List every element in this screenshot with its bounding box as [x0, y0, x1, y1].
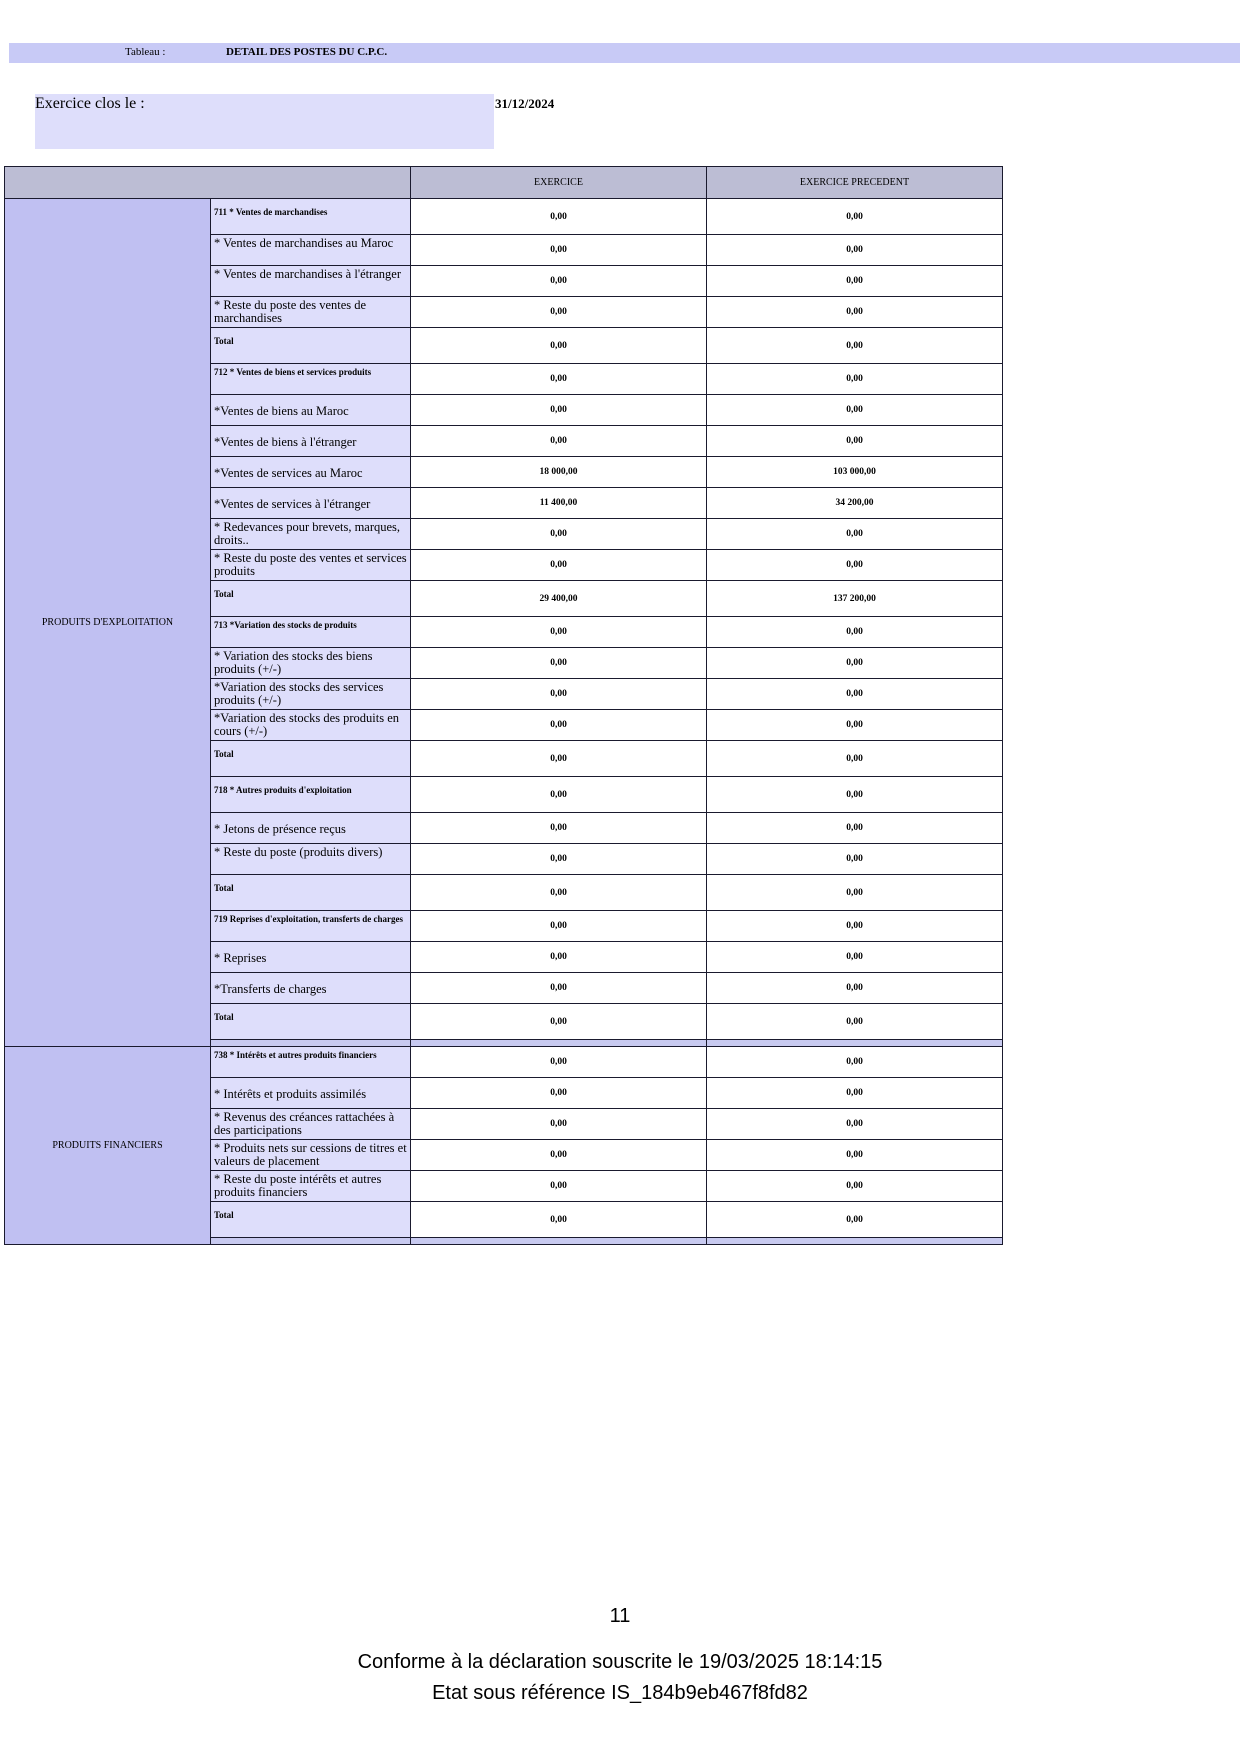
row-label: * Reste du poste des ventes de marchandises: [211, 297, 411, 328]
page-number: 11: [609, 1605, 631, 1627]
row-label: *Transferts de charges: [211, 973, 411, 1004]
value-exercice: 0,00: [411, 875, 707, 911]
value-exercice-precedent: 0,00: [707, 911, 1003, 942]
value-exercice-precedent: 0,00: [707, 777, 1003, 813]
value-exercice: 0,00: [411, 1171, 707, 1202]
value-exercice-precedent: 0,00: [707, 1140, 1003, 1171]
value-exercice: 0,00: [411, 426, 707, 457]
value-exercice-precedent: 0,00: [707, 617, 1003, 648]
value-exercice: 0,00: [411, 1109, 707, 1140]
value-exercice: 0,00: [411, 741, 707, 777]
value-exercice: 0,00: [411, 777, 707, 813]
row-label: 713 *Variation des stocks de produits: [211, 617, 411, 648]
exercice-label: Exercice clos le :: [35, 95, 145, 112]
value-exercice-precedent: 0,00: [707, 679, 1003, 710]
value-exercice: 0,00: [411, 1004, 707, 1040]
spacer-cell: [211, 1040, 411, 1047]
column-header-exercice-precedent: EXERCICE PRECEDENT: [707, 167, 1003, 199]
row-label: Total: [211, 1004, 411, 1040]
value-exercice-precedent: 0,00: [707, 328, 1003, 364]
row-label: Total: [211, 875, 411, 911]
row-label: * Ventes de marchandises à l'étranger: [211, 266, 411, 297]
row-label: * Intérêts et produits assimilés: [211, 1078, 411, 1109]
value-exercice: 0,00: [411, 942, 707, 973]
row-label: * Redevances pour brevets, marques, droits..: [211, 519, 411, 550]
row-label: * Produits nets sur cessions de titres et valeurs de placement: [211, 1140, 411, 1171]
spacer-cell: [211, 1238, 411, 1245]
row-label: *Ventes de biens à l'étranger: [211, 426, 411, 457]
value-exercice-precedent: 0,00: [707, 648, 1003, 679]
value-exercice-precedent: 0,00: [707, 1047, 1003, 1078]
value-exercice: 0,00: [411, 266, 707, 297]
spacer-cell: [411, 1238, 707, 1245]
value-exercice: 0,00: [411, 235, 707, 266]
row-label: 711 * Ventes de marchandises: [211, 199, 411, 235]
value-exercice-precedent: 0,00: [707, 1078, 1003, 1109]
value-exercice: 0,00: [411, 364, 707, 395]
value-exercice: 0,00: [411, 199, 707, 235]
value-exercice-precedent: 34 200,00: [707, 488, 1003, 519]
value-exercice: 0,00: [411, 710, 707, 741]
value-exercice-precedent: 0,00: [707, 741, 1003, 777]
exercice-date: 31/12/2024: [495, 96, 555, 111]
value-exercice-precedent: 0,00: [707, 235, 1003, 266]
value-exercice-precedent: 0,00: [707, 550, 1003, 581]
footer-conformity-line: Conforme à la déclaration souscrite le 19/03/2025 18:14:15: [357, 1651, 883, 1673]
row-label: Total: [211, 328, 411, 364]
value-exercice-precedent: 103 000,00: [707, 457, 1003, 488]
row-label: *Variation des stocks des services produits (+/-): [211, 679, 411, 710]
value-exercice: 11 400,00: [411, 488, 707, 519]
footer-reference-line: Etat sous référence IS_184b9eb467f8fd82: [432, 1682, 808, 1704]
value-exercice-precedent: 0,00: [707, 266, 1003, 297]
row-label: Total: [211, 581, 411, 617]
value-exercice-precedent: 0,00: [707, 875, 1003, 911]
row-label: *Ventes de biens au Maroc: [211, 395, 411, 426]
value-exercice: 29 400,00: [411, 581, 707, 617]
value-exercice-precedent: 0,00: [707, 1004, 1003, 1040]
value-exercice-precedent: 0,00: [707, 813, 1003, 844]
spacer-cell: [707, 1238, 1003, 1245]
value-exercice: 0,00: [411, 1202, 707, 1238]
value-exercice-precedent: 0,00: [707, 844, 1003, 875]
value-exercice: 0,00: [411, 550, 707, 581]
value-exercice-precedent: 0,00: [707, 973, 1003, 1004]
table-row: [5, 1047, 1003, 1078]
value-exercice-precedent: 0,00: [707, 1202, 1003, 1238]
value-exercice: 0,00: [411, 973, 707, 1004]
value-exercice-precedent: 0,00: [707, 199, 1003, 235]
spacer-cell: [707, 1040, 1003, 1047]
value-exercice: 0,00: [411, 1078, 707, 1109]
tableau-title: DETAIL DES POSTES DU C.P.C.: [226, 46, 388, 58]
row-label: *Ventes de services au Maroc: [211, 457, 411, 488]
value-exercice-precedent: 0,00: [707, 395, 1003, 426]
value-exercice: 0,00: [411, 1047, 707, 1078]
value-exercice-precedent: 0,00: [707, 297, 1003, 328]
value-exercice: 0,00: [411, 813, 707, 844]
row-label: 738 * Intérêts et autres produits financiers: [211, 1047, 411, 1078]
value-exercice: 0,00: [411, 1140, 707, 1171]
value-exercice-precedent: 0,00: [707, 1171, 1003, 1202]
table-header-row: [5, 167, 1003, 199]
value-exercice-precedent: 137 200,00: [707, 581, 1003, 617]
spacer-cell: [411, 1040, 707, 1047]
row-label: * Reste du poste (produits divers): [211, 844, 411, 875]
row-label: 719 Reprises d'exploitation, transferts de charges: [211, 911, 411, 942]
row-label: * Ventes de marchandises au Maroc: [211, 235, 411, 266]
value-exercice-precedent: 0,00: [707, 1109, 1003, 1140]
value-exercice: 0,00: [411, 395, 707, 426]
value-exercice: 0,00: [411, 911, 707, 942]
row-label: Total: [211, 1202, 411, 1238]
row-label: * Reste du poste des ventes et services produits: [211, 550, 411, 581]
row-label: * Variation des stocks des biens produits (+/-): [211, 648, 411, 679]
row-label: * Jetons de présence reçus: [211, 813, 411, 844]
header-band: [9, 43, 1240, 63]
value-exercice-precedent: 0,00: [707, 710, 1003, 741]
row-label: * Revenus des créances rattachées à des participations: [211, 1109, 411, 1140]
value-exercice-precedent: 0,00: [707, 942, 1003, 973]
row-label: * Reprises: [211, 942, 411, 973]
cpc-detail-table: [4, 166, 1003, 1245]
value-exercice: 0,00: [411, 844, 707, 875]
value-exercice: 0,00: [411, 679, 707, 710]
value-exercice-precedent: 0,00: [707, 519, 1003, 550]
section-category-label: PRODUITS FINANCIERS: [5, 1047, 211, 1245]
table-row: [5, 199, 1003, 235]
value-exercice: 0,00: [411, 648, 707, 679]
row-label: *Variation des stocks des produits en cours (+/-): [211, 710, 411, 741]
header-blank-cell: [5, 167, 411, 199]
tableau-label: Tableau :: [125, 46, 166, 58]
value-exercice: 0,00: [411, 328, 707, 364]
row-label: Total: [211, 741, 411, 777]
value-exercice: 18 000,00: [411, 457, 707, 488]
value-exercice-precedent: 0,00: [707, 364, 1003, 395]
row-label: 718 * Autres produits d'exploitation: [211, 777, 411, 813]
row-label: * Reste du poste intérêts et autres produits financiers: [211, 1171, 411, 1202]
row-label: 712 * Ventes de biens et services produits: [211, 364, 411, 395]
value-exercice: 0,00: [411, 297, 707, 328]
row-label: *Ventes de services à l'étranger: [211, 488, 411, 519]
value-exercice: 0,00: [411, 617, 707, 648]
value-exercice-precedent: 0,00: [707, 426, 1003, 457]
value-exercice: 0,00: [411, 519, 707, 550]
column-header-exercice: EXERCICE: [411, 167, 707, 199]
section-category-label: PRODUITS D'EXPLOITATION: [5, 199, 211, 1047]
